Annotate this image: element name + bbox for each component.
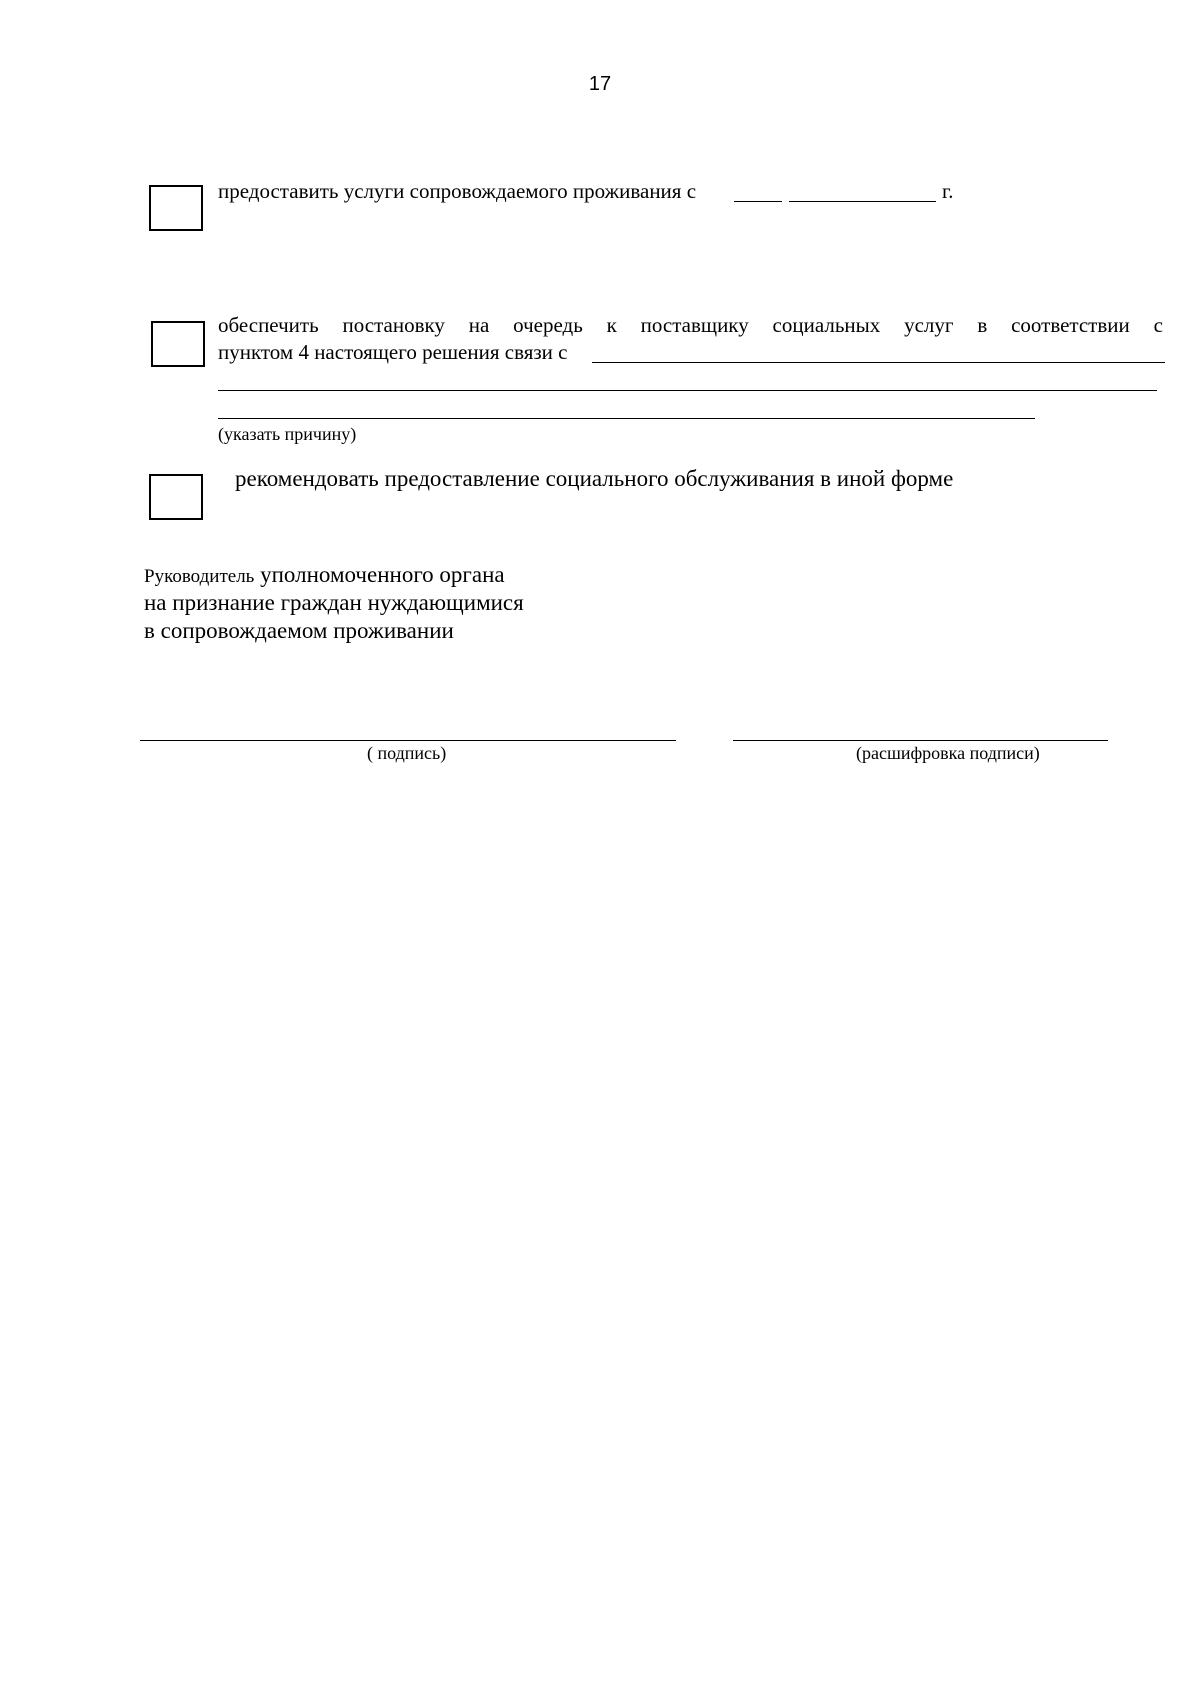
reason-field-line3[interactable] — [218, 418, 1035, 419]
reason-field-line1[interactable] — [592, 362, 1165, 363]
option-queue-word: в — [977, 313, 988, 337]
checkbox-provide-services[interactable] — [149, 185, 203, 231]
year-suffix: г. — [942, 179, 954, 203]
blank-month-field[interactable] — [789, 201, 936, 202]
option-queue-word: с — [1153, 313, 1163, 337]
signature-decoding-field[interactable] — [733, 740, 1108, 741]
option-queue-word: обеспечить — [218, 313, 319, 337]
signer-title-line2: на признание граждан нуждающимися — [144, 590, 524, 615]
option-queue-word: постановку — [342, 313, 445, 337]
checkbox-recommend-other-form[interactable] — [149, 474, 203, 520]
option-queue-word: услуг — [904, 313, 954, 337]
reason-field-line2[interactable] — [218, 390, 1157, 391]
checkbox-queue-registration[interactable] — [151, 321, 205, 367]
page-number: 17 — [588, 73, 612, 95]
option-queue-word: на — [468, 313, 490, 337]
option-queue-word: поставщику — [640, 313, 749, 337]
option-provide-services-text: предоставить услуги сопровождаемого проживания с — [218, 179, 697, 203]
signer-title-line1-rest: уполномоченного органа — [254, 562, 505, 587]
option-queue-word: очередь — [513, 313, 583, 337]
option-queue-word: соответствии — [1011, 313, 1130, 337]
option-queue-word: к — [606, 313, 617, 337]
signer-title-line1 — [144, 561, 505, 591]
signature-decoding-caption: (расшифровка подписи) — [856, 743, 1040, 763]
option-queue-line1 — [218, 312, 1163, 338]
blank-day-field[interactable] — [734, 201, 782, 202]
option-recommend-text: рекомендовать предоставление социального обслуживания в иной форме — [235, 466, 954, 491]
signature-caption: ( подпись) — [367, 743, 447, 763]
option-queue-word: социальных — [772, 313, 881, 337]
signer-title-line3: в сопровождаемом проживании — [144, 618, 454, 643]
reason-caption: (указать причину) — [218, 424, 357, 444]
signature-field[interactable] — [140, 740, 676, 741]
signer-title-first-word: Руководитель — [144, 566, 255, 587]
option-queue-line2: пунктом 4 настоящего решения связи с — [218, 340, 568, 364]
